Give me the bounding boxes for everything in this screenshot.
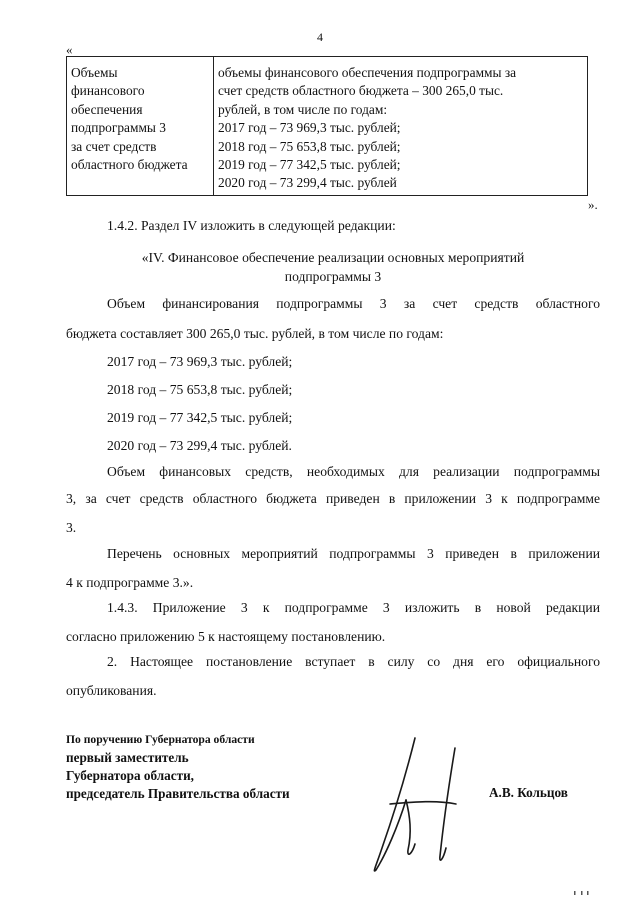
table-value-line: объемы финансового обеспечения подпрограммы за — [218, 65, 517, 80]
item-2-line: опубликования. — [66, 683, 157, 698]
item-1-4-3-line: согласно приложению 5 к настоящему постановлению. — [66, 629, 386, 644]
handwritten-signature — [360, 730, 480, 880]
year-2017-line: 2017 год – 73 969,3 тыс. рублей; — [107, 354, 293, 369]
page-number: 4 — [317, 30, 323, 44]
item-2-line: 2. Настоящее постановление вступает в силу со дня его официального — [107, 654, 600, 669]
year-2018-line: 2018 год – 75 653,8 тыс. рублей; — [107, 382, 293, 397]
paragraph-3-line: Перечень основных мероприятий подпрограммы 3 приведен в приложении — [107, 546, 600, 561]
section-heading-line: подпрограммы 3 — [284, 269, 382, 284]
paragraph-1-line: Объем финансирования подпрограммы 3 за счет средств областного — [107, 296, 600, 311]
table-label-line: подпрограммы 3 — [71, 120, 166, 136]
signatory-title: первый заместитель — [66, 750, 189, 765]
table-label-line: за счет средств — [71, 138, 157, 154]
table-value-line: 2020 год – 73 299,4 тыс. рублей — [218, 175, 397, 191]
paragraph-3-line: 4 к подпрограмме 3.». — [66, 575, 194, 590]
paragraph-1-line: бюджета составляет 300 265,0 тыс. рублей, в том числе по годам: — [66, 326, 444, 341]
item-1-4-3-line: 1.4.3. Приложение 3 к подпрограмме 3 изложить в новой редакции — [107, 600, 600, 615]
table-value-line: рублей, в том числе по годам: — [218, 101, 388, 117]
table-label-line: областного бюджета — [71, 157, 188, 173]
signatory-name: А.В. Кольцов — [489, 785, 568, 800]
table-value-line: счет средств областного бюджета – 300 265,0 тыс. — [218, 83, 504, 99]
funding-table — [66, 56, 588, 196]
section-heading — [66, 248, 600, 286]
section-heading-line: «IV. Финансовое обеспечение реализации основных мероприятий — [141, 250, 525, 265]
opening-quote: « — [66, 42, 73, 57]
table-value-line: 2019 год – 77 342,5 тыс. рублей; — [218, 157, 401, 173]
paragraph-2-line: Объем финансовых средств, необходимых для реализации подпрограммы — [107, 464, 600, 479]
table-value-cell — [214, 57, 588, 196]
table-row — [67, 57, 588, 196]
table-label-line: Объемы — [71, 65, 118, 80]
scan-mark-icon — [574, 890, 590, 896]
closing-quote: ». — [588, 197, 598, 212]
paragraph-2-line: 3, за счет средств областного бюджета приведен в приложении 3 к подпрограмме — [66, 491, 600, 506]
year-2019-line: 2019 год – 77 342,5 тыс. рублей; — [107, 410, 293, 425]
table-label-line: финансового — [71, 83, 145, 99]
signatory-note: По поручению Губернатора области — [66, 733, 255, 746]
paragraph-2-line: 3. — [66, 520, 77, 535]
item-1-4-2: 1.4.2. Раздел IV изложить в следующей редакции: — [107, 218, 396, 233]
year-2020-line: 2020 год – 73 299,4 тыс. рублей. — [107, 438, 292, 453]
signatory-title: Губернатора области, — [66, 768, 194, 783]
signatory-title: председатель Правительства области — [66, 786, 290, 801]
table-label-line: обеспечения — [71, 101, 143, 117]
table-value-line: 2018 год – 75 653,8 тыс. рублей; — [218, 138, 401, 154]
table-value-line: 2017 год – 73 969,3 тыс. рублей; — [218, 120, 401, 136]
table-label-cell — [67, 57, 214, 196]
